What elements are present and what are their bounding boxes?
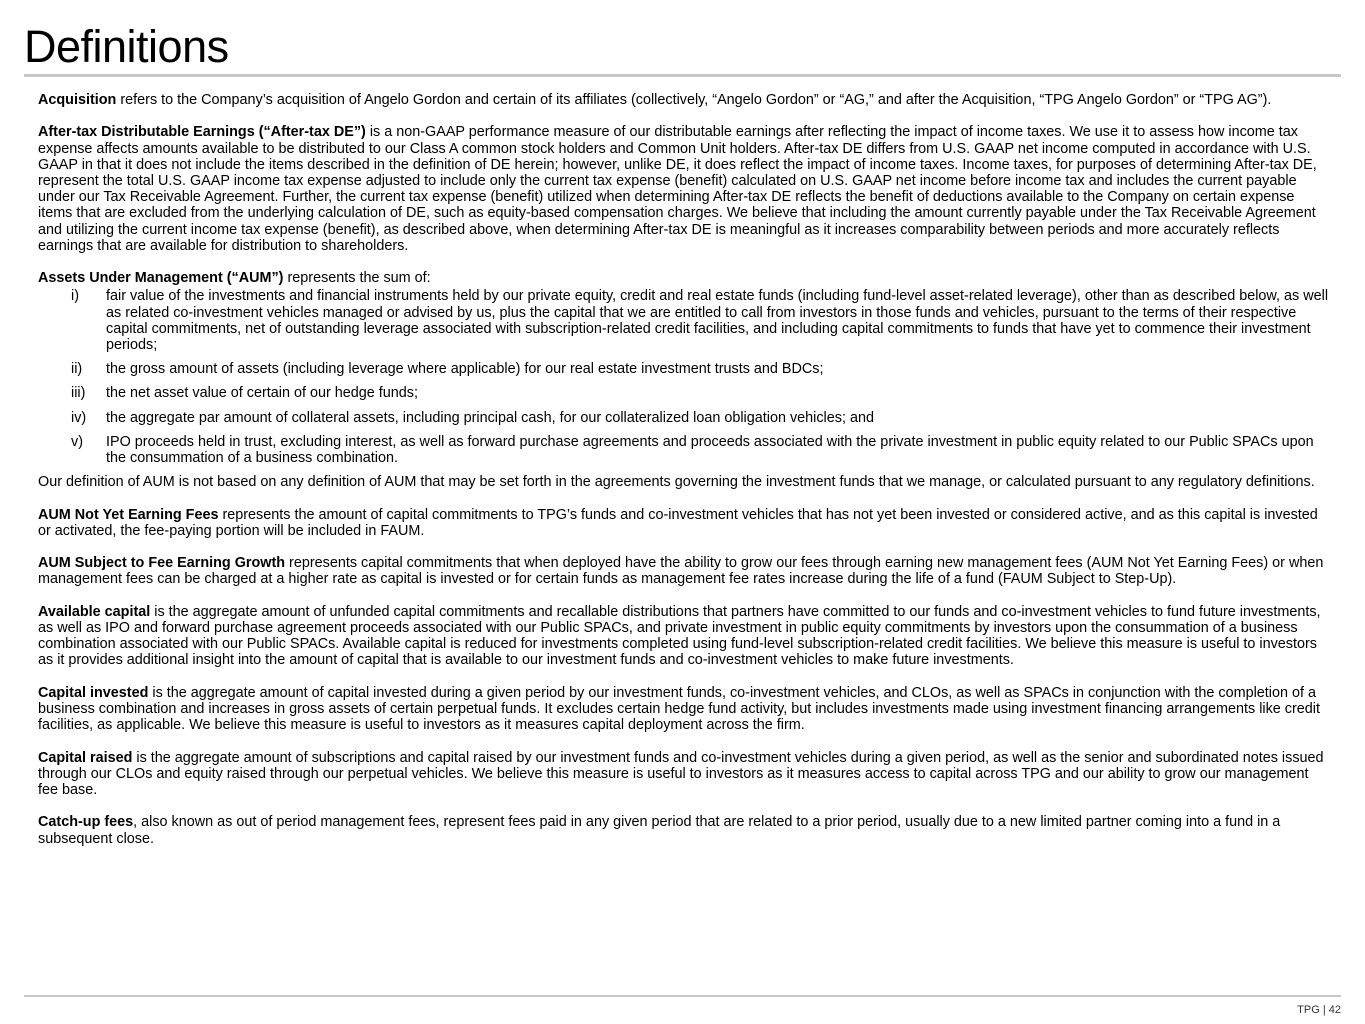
list-item-number: iv) — [71, 409, 87, 426]
definition-term: Catch-up fees — [38, 814, 134, 831]
definition-term: AUM Subject to Fee Earning Growth — [38, 555, 286, 572]
page-title: Definitions — [24, 21, 229, 72]
definitions-body — [38, 92, 1330, 863]
definition-term: AUM Not Yet Earning Fees — [38, 506, 219, 523]
definition-term: Capital raised — [38, 749, 133, 766]
footer-divider — [24, 995, 1341, 997]
list-item — [38, 385, 1330, 401]
list-item-text: fair value of the investments and financial instruments held by our private equity, credit and real estate funds (including fund-level asset-related leverage), other than as described below, as well as related co-investment vehicles managed or advised by us, plus the capital that we are entitled to call from investors in those funds and vehicles, pursuant to the terms of their respective capital commitments, net of outstanding leverage associated with subscription-related credit facilities, and including capital commitments to funds that have yet to commence their investment periods; — [106, 288, 1329, 354]
definition-text: represents the amount of capital commitments to TPG’s funds and co-investment vehicles that has not yet been invested or considered active, and as this capital is invested or activated, the fee-paying portion will be included in FAUM. — [38, 506, 1318, 539]
definition-capital-raised — [38, 750, 1330, 799]
definition-text: is the aggregate amount of capital invested during a given period by our investment funds, co-investment vehicles, and CLOs, as well as SPACs in conjunction with the completion of a business combination and increases in gross assets of certain perpetual funds. It excludes certain hedge fund activity, but includes investments made using investment financing arrangements like credit facilities, as applicable. We believe this measure is useful to investors as it measures capital deployment across the firm. — [38, 684, 1320, 734]
list-item-number: i) — [71, 288, 79, 305]
definition-aum-subject-to-fee-earning-growth — [38, 555, 1330, 587]
list-item-text: the net asset value of certain of our hedge funds; — [106, 385, 419, 402]
definition-term: Assets Under Management (“AUM”) — [38, 270, 284, 287]
definition-text: refers to the Company’s acquisition of Angelo Gordon and certain of its affiliates (collectively, “Angelo Gordon” or “AG,” and after the Acquisition, “TPG Angelo Gordon” or “TPG AG”). — [116, 92, 1272, 108]
list-item — [38, 288, 1330, 353]
definition-text: represents the sum of: — [283, 270, 431, 287]
definition-text: , also known as out of period management fees, represent fees paid in any given period that are related to a prior period, usually due to a new limited partner coming into a fund in a subsequent close. — [38, 814, 1281, 847]
definition-aum — [38, 270, 1330, 286]
definition-capital-invested — [38, 685, 1330, 734]
definition-aum-not-yet-earning-fees — [38, 507, 1330, 539]
aum-note: Our definition of AUM is not based on any definition of AUM that may be set forth in the agreements governing the investment funds that we manage, or calculated pursuant to any regulatory definitions. — [38, 474, 1315, 491]
definition-term: After-tax Distributable Earnings (“After-tax DE”) — [38, 124, 366, 141]
definition-after-tax-de — [38, 124, 1330, 254]
definition-acquisition — [38, 92, 1330, 108]
page-footer: TPG | 42 — [1297, 1004, 1341, 1016]
title-divider — [24, 74, 1341, 77]
definition-term: Capital invested — [38, 684, 149, 701]
list-item — [38, 434, 1330, 466]
definition-text: is the aggregate amount of subscriptions and capital raised by our investment funds and co-investment vehicles during a given period, as well as the senior and subordinated notes issued through our CLOs and equity raised through our perpetual vehicles. We believe this measure is useful to investors as it measures access to capital across TPG and our ability to grow our management fee base. — [38, 749, 1324, 799]
definition-available-capital — [38, 604, 1330, 669]
list-item-text: the gross amount of assets (including leverage where applicable) for our real estate investment trusts and BDCs; — [106, 361, 824, 378]
definition-term: Acquisition — [38, 92, 117, 108]
definition-text: is a non-GAAP performance measure of our distributable earnings after reflecting the impact of income taxes. We use it to assess how income tax expense affects amounts available to be distributed to our Class A common stock holders and Common Unit holders. After-tax DE differs from U.S. GAAP net income computed in accordance with U.S. GAAP in that it does not include the items described in the definition of DE herein; however, unlike DE, it does reflect the impact of income taxes. Income taxes, for purposes of determining After-tax DE, represent the total U.S. GAAP income tax expense adjusted to include only the current tax expense (benefit) calculated on U.S. GAAP net income before income tax and includes the current payable under our Tax Receivable Agreement. Further, the current tax expense (benefit) utilized when determining After-tax DE reflects the benefit of deductions available to the Company on certain expense items that are excluded from the underlying calculation of DE, such as equity-based compensation charges. We believe that including the amount currently payable under the Tax Receivable Agreement and utilizing the current income tax expense (benefit), as described above, when determining After-tax DE is meaningful as it increases comparability between periods and more accurately reflects earnings that are available for distribution to shareholders. — [38, 124, 1317, 254]
list-item-text: the aggregate par amount of collateral assets, including principal cash, for our collateralized loan obligation vehicles; and — [106, 409, 874, 426]
list-item — [38, 361, 1330, 377]
list-item-number: ii) — [71, 361, 83, 378]
definition-catch-up-fees — [38, 814, 1330, 846]
definition-term: Available capital — [38, 603, 151, 620]
definition-text: is the aggregate amount of unfunded capital commitments and recallable distributions that partners have committed to our funds and co-investment vehicles to fund future investments, as well as IPO and forward purchase agreement proceeds associated with our Public SPACs, and private investment in public equity commitments by investors upon the consummation of a business combination associated with our Public SPACs. Available capital is reduced for investments completed using fund-level subscription-related credit facilities. We believe this measure is useful to investors as it provides additional insight into the amount of capital that is available to our investment funds and co-investment vehicles to make future investments. — [38, 603, 1321, 669]
list-item-text: IPO proceeds held in trust, excluding interest, as well as forward purchase agreements and proceeds associated with the private investment in public equity related to our Public SPACs upon the consummation of a business combination. — [106, 433, 1314, 467]
list-item-number: iii) — [71, 385, 86, 402]
definition-text: represents capital commitments that when deployed have the ability to grow our fees through earning new management fees (AUM Not Yet Earning Fees) or when management fees can be charged at a higher rate as capital is invested or for certain funds as management fee rates increase during the life of a fund (FAUM Subject to Step-Up). — [38, 555, 1324, 588]
list-item — [38, 410, 1330, 426]
aum-components-list — [38, 288, 1330, 466]
list-item-number: v) — [71, 433, 83, 450]
